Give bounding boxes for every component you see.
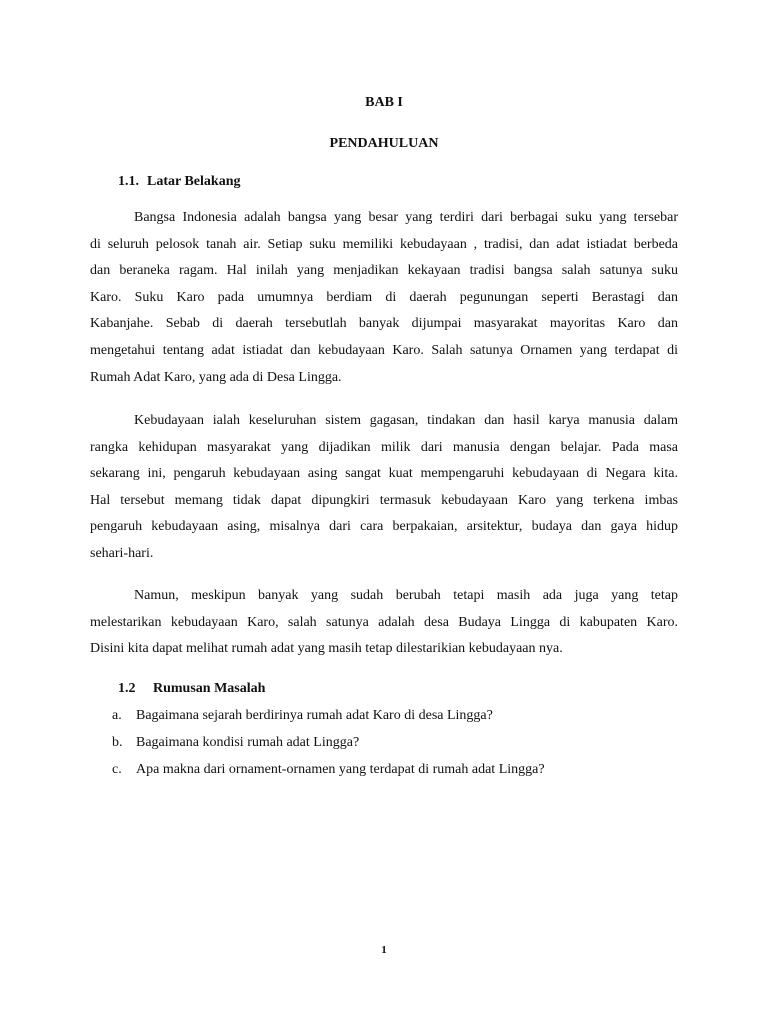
- page-number: 1: [381, 944, 387, 956]
- paragraph-line: Kebudayaan ialah keseluruhan sistem gagasan, tindakan dan hasil karya manusia dalam: [134, 413, 678, 428]
- paragraph-line: Namun, meskipun banyak yang sudah berubah tetapi masih ada juga yang tetap: [134, 588, 678, 603]
- list-marker: a.: [112, 708, 122, 723]
- list-marker: b.: [112, 735, 123, 750]
- section-number: 1.2: [118, 681, 136, 696]
- list-item-text: Bagaimana sejarah berdirinya rumah adat Karo di desa Lingga?: [136, 708, 493, 723]
- paragraph-line: dan beraneka ragam. Hal inilah yang menjadikan kekayaan tradisi bangsa salah satunya suku: [90, 263, 678, 279]
- list-item: [112, 734, 359, 752]
- paragraph-line: Rumah Adat Karo, yang ada di Desa Lingga.: [90, 369, 342, 385]
- section-title: Rumusan Masalah: [153, 681, 266, 696]
- paragraph-line: Hal tersebut memang tidak dapat dipungkiri termasuk kebudayaan Karo yang terkena imbas: [90, 492, 678, 508]
- list-item: [112, 707, 493, 725]
- chapter-title: BAB I: [365, 95, 403, 110]
- section-number: 1.1.: [118, 174, 139, 189]
- paragraph-line: Bangsa Indonesia adalah bangsa yang besar yang terdiri dari berbagai suku yang tersebar: [134, 210, 678, 225]
- paragraph-3: [90, 583, 678, 663]
- paragraph-2: [90, 408, 678, 568]
- paragraph-line: Kabanjahe. Sebab di daerah tersebutlah banyak dijumpai masyarakat mayoritas Karo dan: [90, 316, 678, 332]
- section-heading-rumusan-masalah: [118, 680, 265, 698]
- paragraph-line: sekarang ini, pengaruh kebudayaan asing sangat kuat mempengaruhi kebudayaan di Negara kita.: [90, 466, 678, 482]
- paragraph-line: sehari-hari.: [90, 545, 154, 561]
- list-item: [112, 761, 545, 779]
- list-item-text: Apa makna dari ornament-ornamen yang terdapat di rumah adat Lingga?: [136, 762, 545, 777]
- section-title: Latar Belakang: [147, 174, 241, 189]
- list-item-text: Bagaimana kondisi rumah adat Lingga?: [136, 735, 360, 750]
- list-marker: c.: [112, 762, 122, 777]
- paragraph-1: [90, 205, 678, 391]
- chapter-subtitle: PENDAHULUAN: [329, 136, 439, 151]
- paragraph-line: pengaruh kebudayaan asing, misalnya dari cara berpakaian, arsitektur, budaya dan gaya hidup: [90, 519, 678, 535]
- paragraph-line: rangka kehidupan masyarakat yang dijadikan milik dari manusia dengan belajar. Pada masa: [90, 439, 678, 455]
- paragraph-line: di seluruh pelosok tanah air. Setiap suku memiliki kebudayaan , tradisi, dan adat istiadat berbeda: [90, 236, 678, 252]
- section-heading-latar-belakang: [118, 173, 240, 191]
- paragraph-line: Karo. Suku Karo pada umumnya berdiam di daerah pegunungan seperti Berastagi dan: [90, 289, 678, 305]
- paragraph-line: melestarikan kebudayaan Karo, salah satunya adalah desa Budaya Lingga di kabupaten Karo.: [90, 614, 678, 630]
- paragraph-line: Disini kita dapat melihat rumah adat yang masih tetap dilestarikian kebudayaan nya.: [90, 641, 563, 657]
- paragraph-line: mengetahui tentang adat istiadat dan kebudayaan Karo. Salah satunya Ornamen yang terdapat di: [90, 342, 678, 358]
